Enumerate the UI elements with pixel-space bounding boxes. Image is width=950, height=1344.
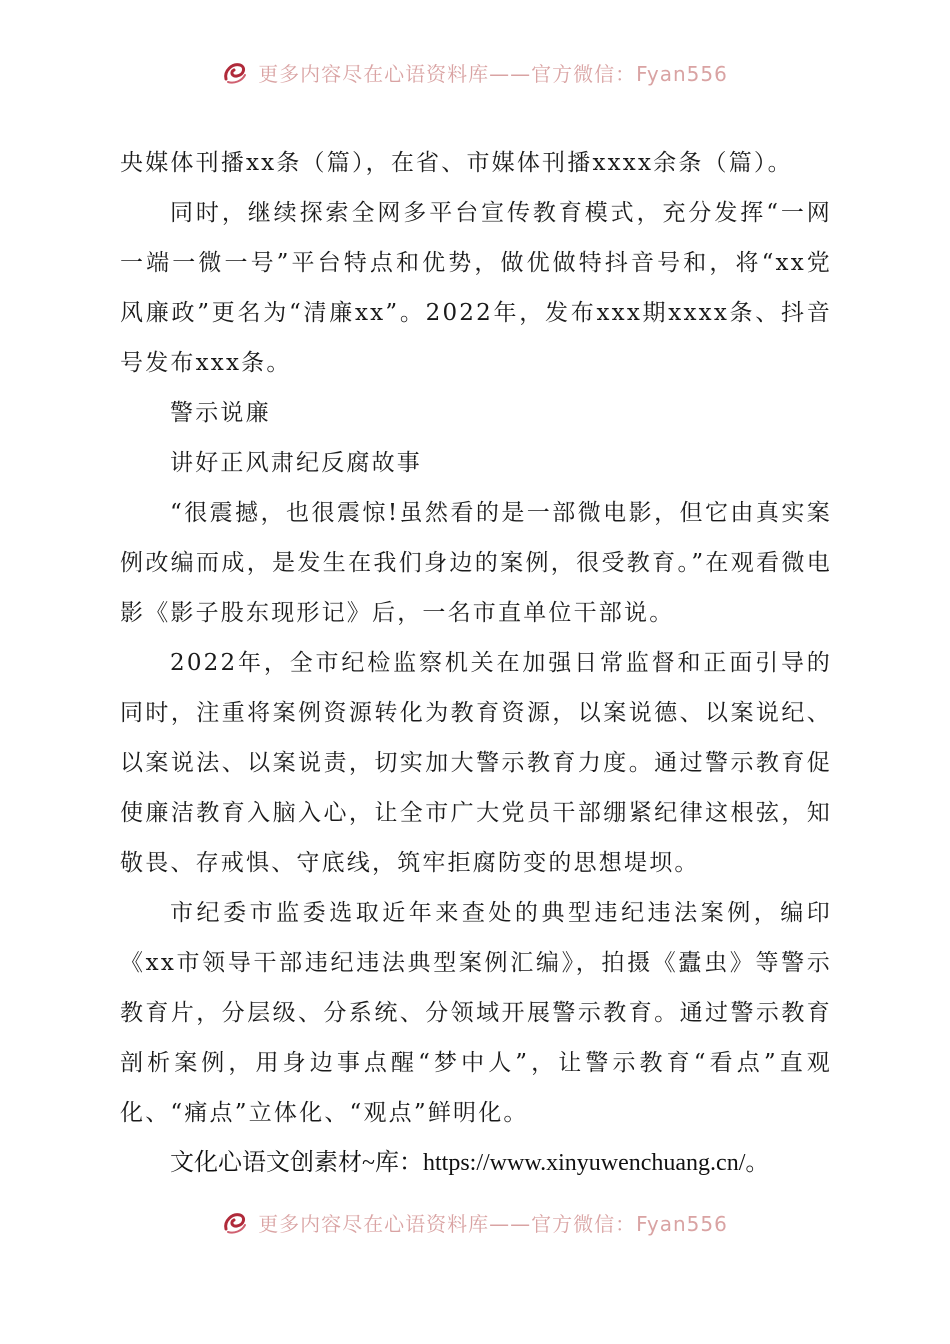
header-banner-text: 更多内容尽在心语资料库——官方微信：Fyan556 — [258, 61, 728, 86]
paragraph-media-stats: 央媒体刊播xx条（篇），在省、市媒体刊播xxxx余条（篇）。 — [120, 150, 793, 176]
paragraph-2022-education: 2022年，全市纪检监察机关在加强日常监督和正面引导的同时，注重将案例资源转化为教育资源，以案说德、以案说纪、以案说法、以案说责，切实加大警示教育力度。通过警示教育促使廉洁教育入脑入心，让全市广大党员干部绷紧纪律这根弦，知敬畏、存戒惧、守底线，筑牢拒腐防变的思想堤坝。 — [120, 650, 832, 876]
swirl-logo-icon — [222, 59, 248, 85]
paragraph-case-compilation: 市纪委市监委选取近年来查处的典型违纪违法案例，编印《xx市领导干部违纪违法典型案例汇编》，拍摄《蠹虫》等警示教育片，分层级、分系统、分领域开展警示教育。通过警示教育剖析案例，用身边事点醒“梦中人”，让警示教育“看点”直观化、“痛点”立体化、“观点”鲜明化。 — [120, 900, 832, 1126]
section-heading-warning: 警示说廉 — [170, 400, 271, 426]
footer-banner-text: 更多内容尽在心语资料库——官方微信：Fyan556 — [258, 1211, 728, 1236]
paragraph-quote-film: “很震撼，也很震惊!虽然看的是一部微电影，但它由真实案例改编而成，是发生在我们身边的案例，很受教育。”在观看微电影《影子股东现形记》后，一名市直单位干部说。 — [120, 500, 832, 626]
source-link-text: 文化心语文创素材~库：https://www.xinyuwenchuang.cn/。 — [170, 1150, 770, 1176]
document-body — [120, 138, 832, 1188]
header-banner — [0, 52, 950, 92]
footer-banner — [0, 1202, 950, 1242]
section-subheading-stories: 讲好正风肃纪反腐故事 — [170, 450, 422, 476]
paragraph-platform-mode: 同时，继续探索全网多平台宣传教育模式，充分发挥“一网一端一微一号”平台特点和优势，做优做特抖音号和，将“xx党风廉政”更名为“清廉xx”。2022年，发布xxx期xxxx条、抖音号发布xxx条。 — [120, 200, 832, 376]
swirl-logo-icon — [222, 1209, 248, 1235]
